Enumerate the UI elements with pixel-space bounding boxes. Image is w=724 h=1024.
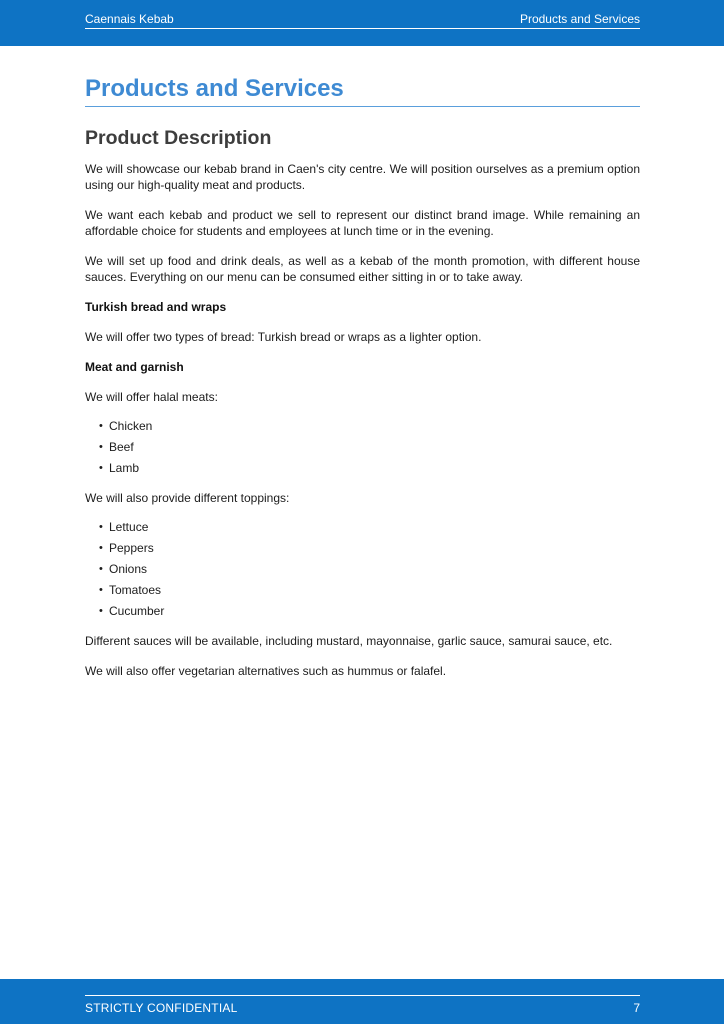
list-item: • Lamb bbox=[99, 460, 640, 481]
meat-intro: We will offer halal meats: bbox=[85, 390, 218, 404]
meat-heading: Meat and garnish bbox=[85, 360, 184, 374]
page-footer bbox=[0, 979, 724, 1024]
page-header bbox=[0, 0, 724, 46]
footer-rule bbox=[85, 995, 640, 1016]
bread-heading: Turkish bread and wraps bbox=[85, 300, 227, 314]
list-item: • Peppers bbox=[99, 540, 640, 561]
list-item: • Tomatoes bbox=[99, 582, 640, 603]
list-item: • Onions bbox=[99, 561, 640, 582]
meat-list bbox=[85, 418, 640, 481]
page-number: 7 bbox=[633, 1001, 640, 1015]
list-item: • Cucumber bbox=[99, 603, 640, 624]
sauces-paragraph: Different sauces will be available, including mustard, mayonnaise, garlic sauce, samurai sauce, etc. bbox=[85, 634, 613, 648]
section-title: Product Description bbox=[85, 127, 272, 149]
intro-paragraph-3: We will set up food and drink deals, as well as a kebab of the month promotion, with different house sauces. Everything on our menu can be consumed either sitting in or to take away. bbox=[85, 254, 640, 284]
bread-paragraph: We will offer two types of bread: Turkish bread or wraps as a lighter option. bbox=[85, 330, 482, 344]
vegetarian-paragraph: We will also offer vegetarian alternatives such as hummus or falafel. bbox=[85, 664, 447, 678]
page-content bbox=[85, 74, 640, 679]
header-rule bbox=[85, 11, 640, 29]
toppings-list bbox=[85, 519, 640, 624]
header-company-name: Caennais Kebab bbox=[85, 12, 174, 26]
intro-paragraph-2: We want each kebab and product we sell to represent our distinct brand image. While remaining an affordable choice for students and employees at lunch time or in the evening. bbox=[85, 208, 640, 238]
list-item: • Chicken bbox=[99, 418, 640, 439]
list-item: • Beef bbox=[99, 439, 640, 460]
header-section-name: Products and Services bbox=[519, 12, 640, 26]
confidential-label: STRICTLY CONFIDENTIAL bbox=[85, 1001, 238, 1015]
list-item: • Lettuce bbox=[99, 519, 640, 540]
intro-paragraph-1: We will showcase our kebab brand in Caen's city centre. We will position ourselves as a premium option using our high-quality meat and products. bbox=[85, 162, 640, 192]
toppings-intro: We will also provide different toppings: bbox=[85, 491, 290, 505]
page-title: Products and Services bbox=[85, 74, 640, 107]
